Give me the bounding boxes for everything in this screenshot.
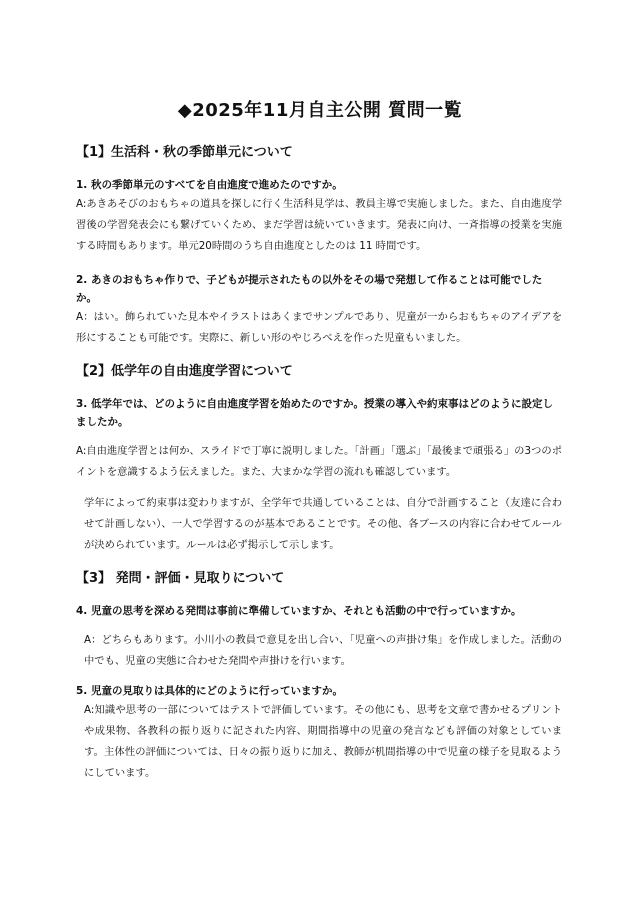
question-3: 3. 低学年では、どのように自由進度学習を始めたのですか。授業の導入や約束事はどのように設定しましたか。 [76, 398, 553, 428]
question-4: 4. 児童の思考を深める発問は事前に準備していますか、それとも活動の中で行っていますか。 [76, 605, 522, 617]
answer-3: A:自由進度学習とは何か、スライドで丁寧に説明しました。「計画」「選ぶ」「最後まで頑張る」の3つのポイントを意識するよう伝えました。また、大まかな学習の流れも確認しています。 [76, 445, 562, 478]
answer-2: A：はい。飾られていた見本やイラストはあくまでサンプルであり、児童が一からおもちゃのアイデアを形にすることも可能です。実際に、新しい形のやじろべえを作った児童もいました。 [76, 311, 562, 344]
answer-5: A:知識や思考の一部についてはテストで評価しています。その他にも、思考を文章で書かせるプリントや成果物、各教科の振り返りに記された内容、期間指導中の児童の発言なども評価の対象としています。主体性の評価については、日々の振り返りに加え、教師が机間指導の中で児童の様子を見取るようにしています。 [84, 704, 562, 779]
answer-4: A：どちらもあります。小川小の教員で意見を出し合い、「児童への声掛け集」を作成しました。活動の中でも、児童の実態に合わせた発問や声掛けを行います。 [84, 634, 562, 667]
question-1: 1. 秋の季節単元のすべてを自由進度で進めたのですか。 [76, 179, 343, 191]
answer-1: A:あきあそびのおもちゃの道具を探しに行く生活科見学は、教員主導で実施しました。また、自由進度学習後の学習発表会にも繋げていくため、まだ学習は続いていきます。発表に向け、一斉指導の授業を実施する時間もあります。単元20時間のうち自由進度としたのは 11 時間です。 [76, 198, 562, 252]
page-title: ◆2025年11月自主公開 質問一覧 [177, 100, 463, 121]
answer-3-continued: 学年によって約束事は変わりますが、全学年で共通していることは、自分で計画すること（友達に合わせて計画しない）、一人で学習するのが基本であることです。その他、各ブースの内容に合わせてルールが決められています。ルールは必ず掲示して示します。 [84, 497, 562, 551]
document-body [76, 144, 562, 784]
section-heading-1: 【1】生活科・秋の季節単元について [76, 145, 293, 160]
section-heading-2: 【2】低学年の自由進度学習について [76, 364, 293, 379]
section-heading-3: 【3】 発問・評価・見取りについて [76, 571, 285, 586]
question-5: 5. 児童の見取りは具体的にどのように行っていますか。 [76, 685, 343, 697]
question-2: 2. あきのおもちゃ作りで、子どもが提示されたもの以外をその場で発想して作ることは可能でしたか。 [76, 274, 543, 304]
